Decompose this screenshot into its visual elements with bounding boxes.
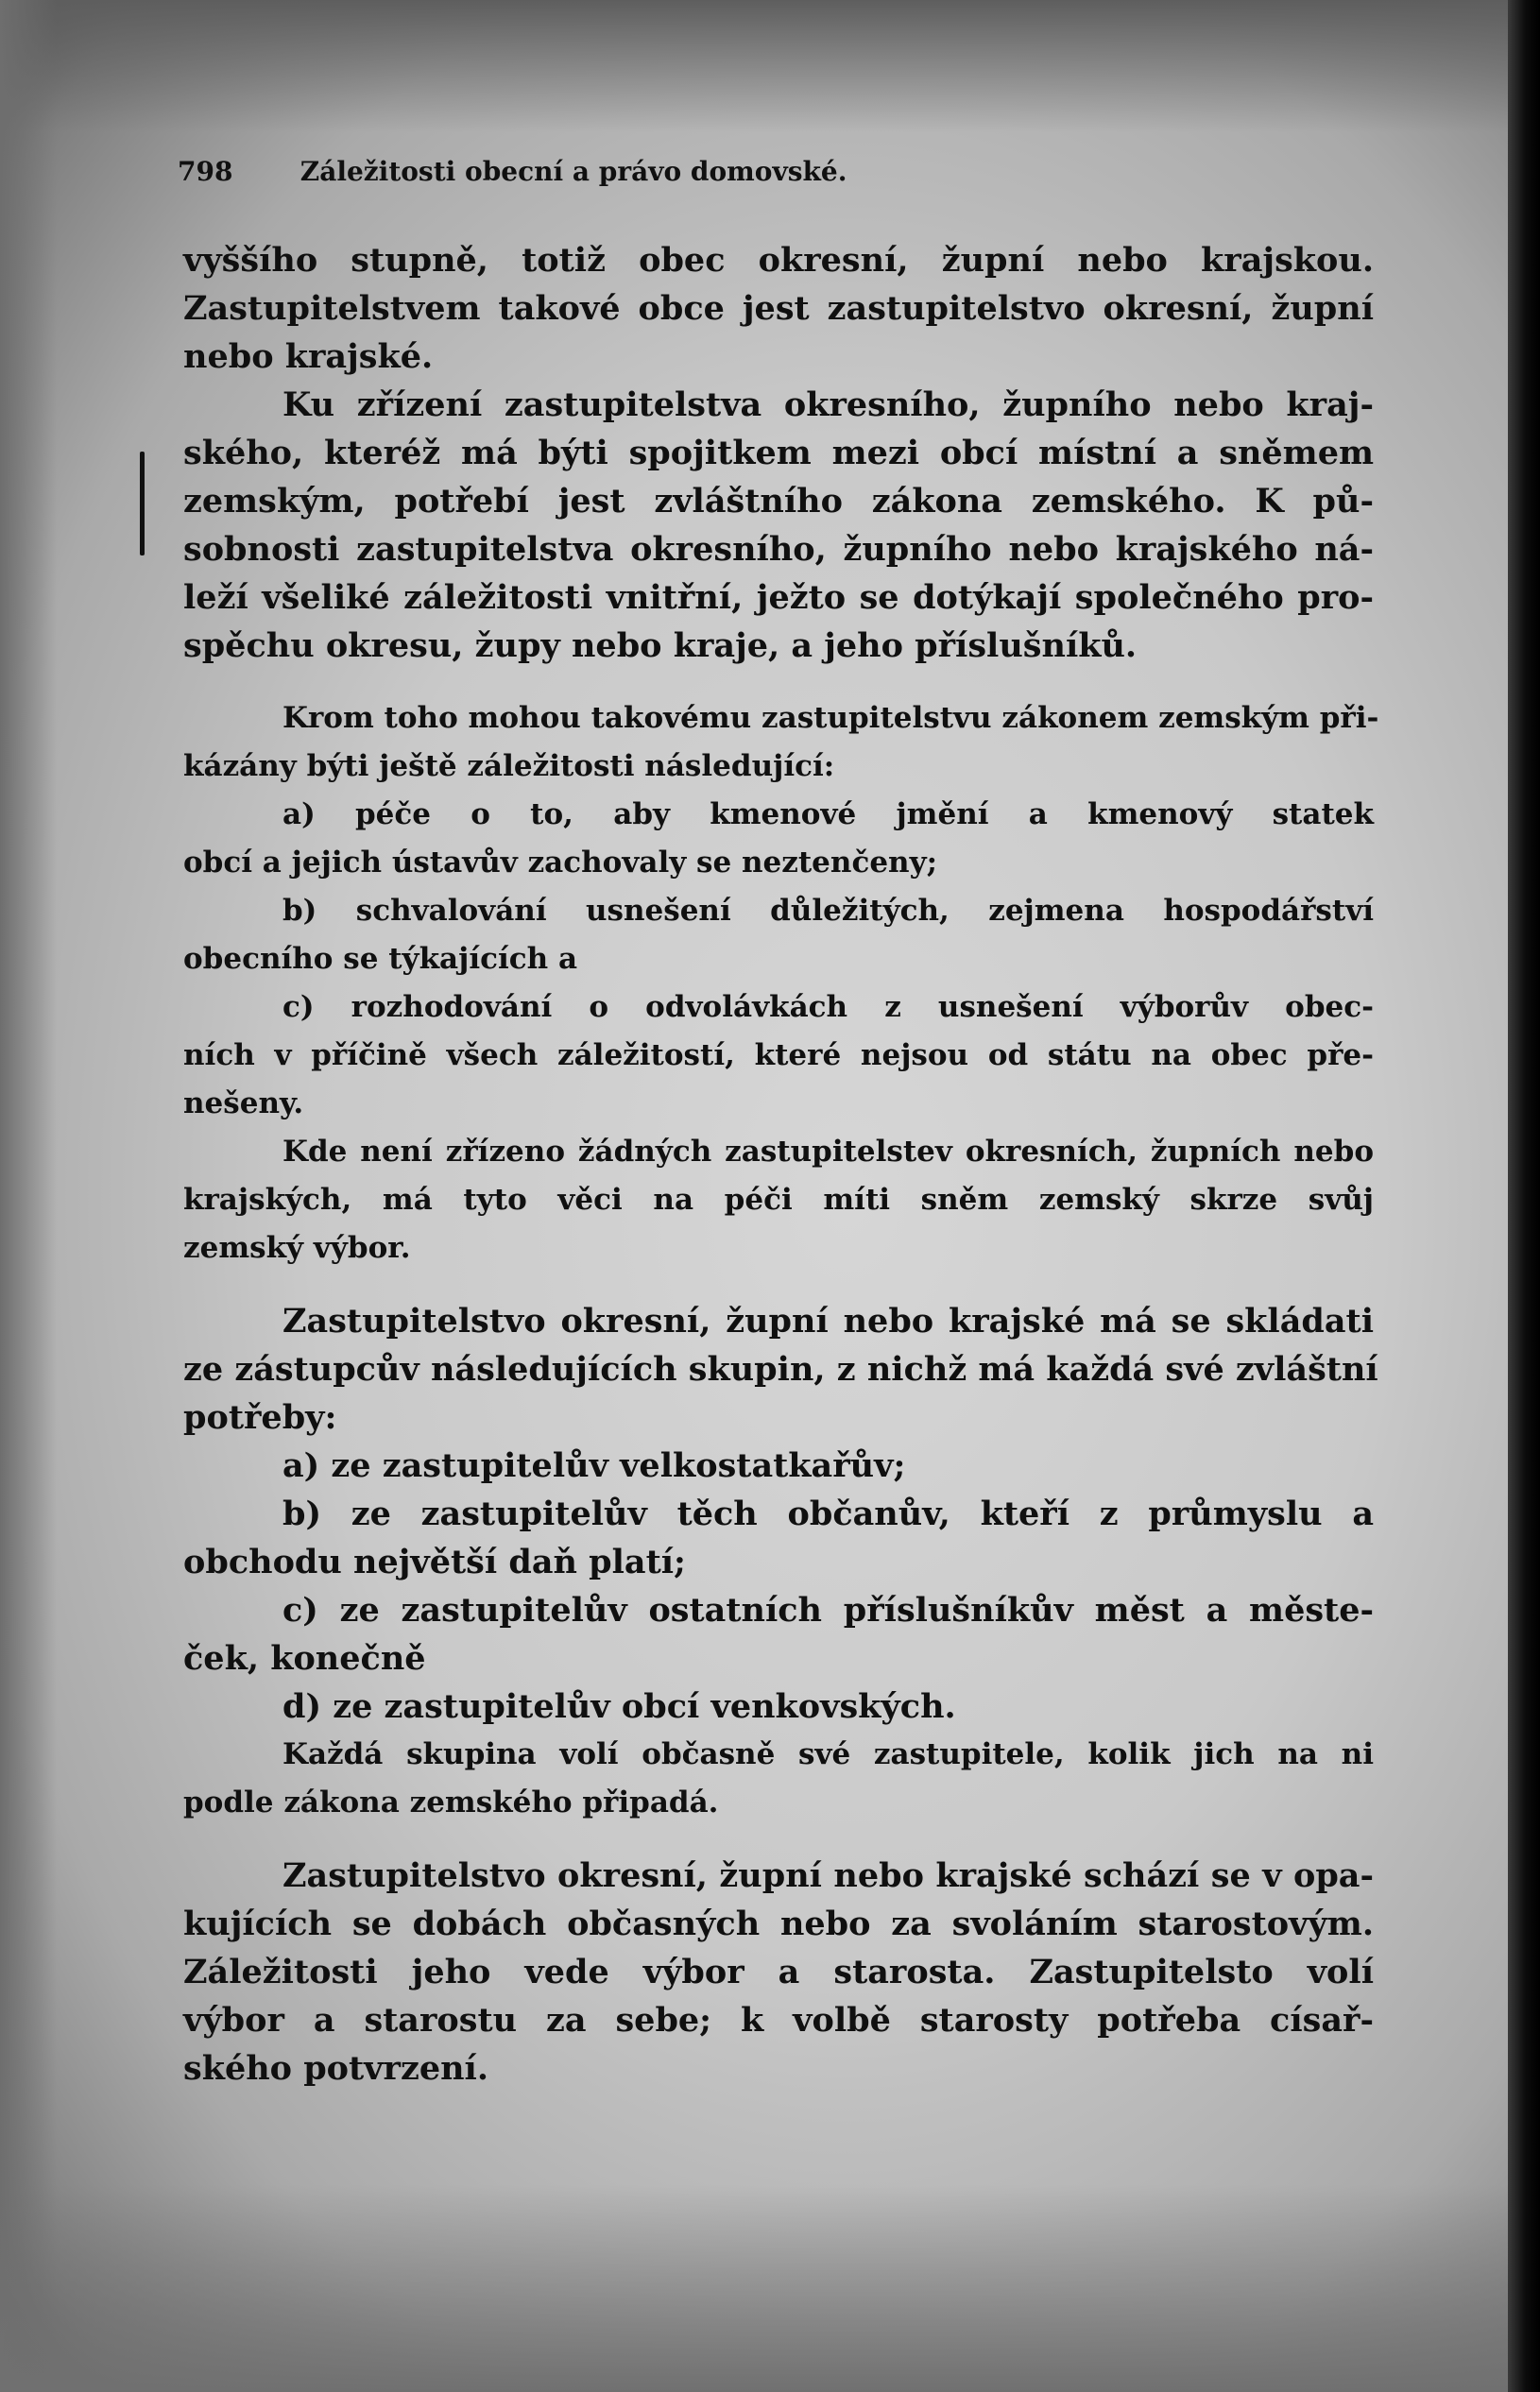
running-title: Záležitosti obecní a právo domovské.: [299, 156, 847, 187]
page-shadow-bottom: [0, 2184, 1540, 2392]
page-shadow-left: [0, 0, 57, 2392]
text-line: d) ze zastupitelův obcí venkovských.: [282, 1687, 956, 1726]
text-line: kázány býti ještě záležitosti následující:: [183, 749, 835, 783]
paragraph: [183, 1297, 1378, 1731]
text-line: obecního se týkajících a: [183, 942, 578, 976]
paragraph: [183, 236, 1374, 381]
text-line: Každá skupina volí občasně své zastupitele, kolik jich na ni: [282, 1737, 1374, 1771]
margin-pencil-mark: [140, 452, 145, 555]
text-line: obchodu největší daň platí;: [183, 1543, 686, 1581]
text-line: a) ze zastupitelův velkostatkařův;: [282, 1446, 906, 1485]
page-body: [178, 151, 1379, 2093]
paragraph: [183, 1852, 1374, 2093]
text-line: vyššího stupně, totiž obec okresní, župní nebo krajskou.: [183, 241, 1374, 280]
text-line: Zastupitelstvo okresní, župní nebo krajské schází se v opa-: [282, 1856, 1374, 1895]
paragraph: [183, 1731, 1374, 1827]
text-line: potřeby:: [183, 1398, 337, 1437]
text-line: Zastupitelstvem takové obce jest zastupitelstvo okresní, župní: [183, 289, 1374, 328]
page-number: 798: [178, 156, 233, 187]
text-line: spěchu okresu, župy nebo kraje, a jeho příslušníků.: [183, 626, 1138, 665]
text-line: c) ze zastupitelův ostatních příslušníkův měst a měste-: [282, 1591, 1374, 1630]
text-line: Záležitosti jeho vede výbor a starosta. Zastupitelsto volí: [183, 1953, 1374, 1991]
paragraph: [183, 694, 1379, 1128]
text-line: krajských, má tyto věci na péči míti sněm zemský skrze svůj: [183, 1183, 1374, 1217]
text-line: sobnosti zastupitelstva okresního, župního nebo krajského ná-: [183, 530, 1374, 569]
text-line: b) schvalování usnešení důležitých, zejmena hospodářství: [282, 894, 1374, 928]
paragraph: [183, 381, 1374, 670]
text-line: a) péče o to, aby kmenové jmění a kmenový statek: [282, 797, 1374, 831]
text-line: Krom toho mohou takovému zastupitelstvu zákonem zemským při-: [282, 701, 1379, 735]
text-line: ského potvrzení.: [183, 2049, 489, 2088]
text-line: b) ze zastupitelův těch občanův, kteří z průmyslu a: [282, 1495, 1374, 1533]
text-line: podle zákona zemského připadá.: [183, 1785, 719, 1820]
text-line: zemským, potřebí jest zvláštního zákona zemského. K pů-: [183, 482, 1374, 521]
paragraph: [183, 1128, 1374, 1273]
text-line: obcí a jejich ústavův zachovaly se neztenčeny;: [183, 846, 938, 880]
text-line: nešeny.: [183, 1086, 304, 1120]
text-line: nebo krajské.: [183, 337, 434, 376]
page-edge-dark: [1508, 0, 1540, 2392]
text-line: leží všeliké záležitosti vnitřní, ježto se dotýkají společného pro-: [183, 578, 1374, 617]
text-line: výbor a starostu za sebe; k volbě starosty potřeba císař-: [183, 2001, 1374, 2040]
text-line: Zastupitelstvo okresní, župní nebo krajské má se skládati: [282, 1302, 1374, 1341]
text-line: zemský výbor.: [183, 1231, 411, 1265]
running-header: [178, 151, 1374, 193]
page-shadow-top: [0, 0, 1540, 132]
text-line: c) rozhodování o odvolávkách z usnešení výborův obec-: [282, 990, 1374, 1024]
text-line: Ku zřízení zastupitelstva okresního, župního nebo kraj-: [282, 385, 1374, 424]
text-line: ského, kteréž má býti spojitkem mezi obcí místní a sněmem: [183, 434, 1374, 472]
text-line: kujících se dobách občasných nebo za svoláním starostovým.: [183, 1905, 1374, 1943]
text-line: ze zástupcův následujících skupin, z nichž má každá své zvláštní: [183, 1350, 1378, 1389]
text-line: Kde není zřízeno žádných zastupitelstev okresních, župních nebo: [282, 1135, 1374, 1169]
text-line: ních v příčině všech záležitostí, které nejsou od státu na obec pře-: [183, 1038, 1374, 1072]
text-line: ček, konečně: [183, 1639, 426, 1678]
